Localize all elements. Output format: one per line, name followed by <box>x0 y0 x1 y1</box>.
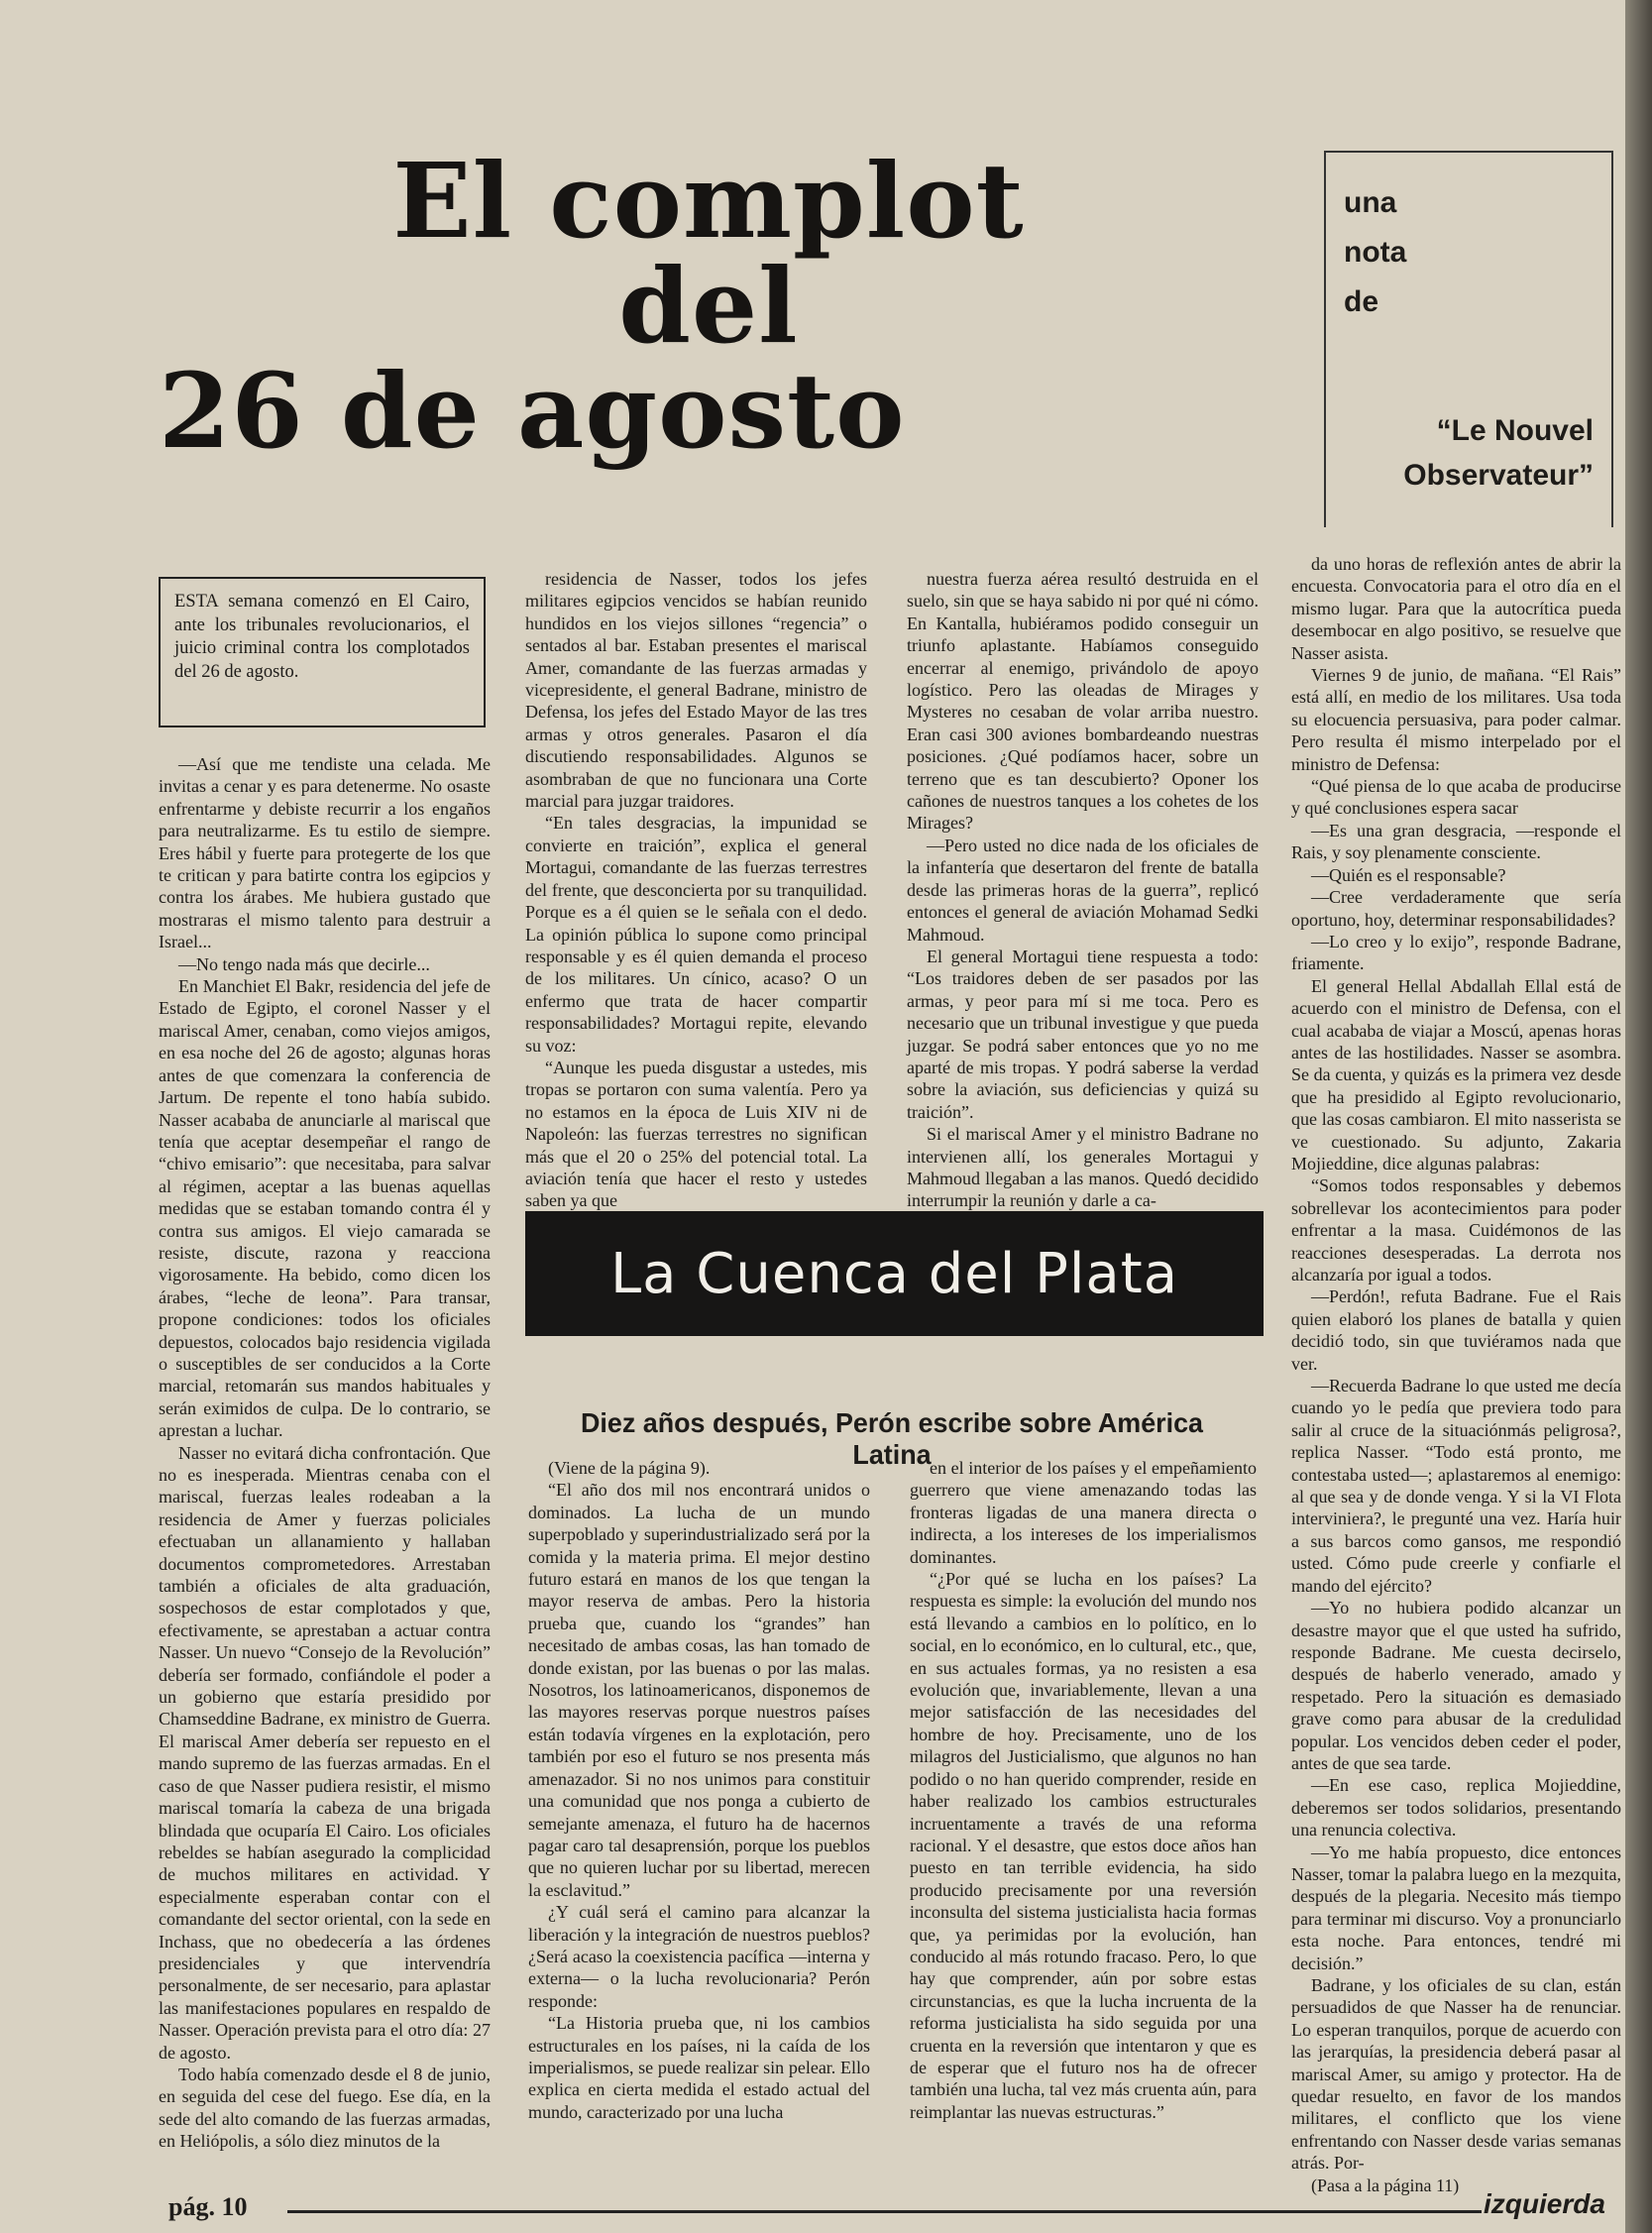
article-column-2 <box>525 568 867 1211</box>
paragraph: —Pero usted no dice nada de los oficiales de la infantería que desertaron del frente de batalla desde las primeras horas de la guerra”, replicó entonces el general de aviación Mohamad Sedki Mahmoud. <box>907 835 1259 945</box>
footer-rule <box>287 2210 1482 2213</box>
paragraph: —Quién es el responsable? <box>1311 864 1506 885</box>
paragraph: Todo había comenzado desde el 8 de junio, en seguida del cese del fuego. Ese día, en la sede del alto comando de las fuerzas armadas, en Heliópolis, a sólo diez minutos de la <box>159 2064 491 2152</box>
paragraph: —Es una gran desgracia, —responde el Rais, y soy plenamente consciente. <box>1291 820 1621 863</box>
paragraph: Badrane, y los oficiales de su clan, están persuadidos de que Nasser ha de renunciar. Lo esperan tranquilos, porque de acuerdo con las jerarquías, la presidencia deberá pasar al mariscal Amer, su amigo y protector. Ha de quedar resuelto, en favor de los mandos militares, el conflicto que los viene enfrentando con Nasser desde varias semanas atrás. Por- <box>1291 1975 1621 2174</box>
paragraph: El general Hellal Abdallah Ellal está de acuerdo con el ministro de Defensa, con el cual acababa de viajar a Moscú, apenas horas antes de las hostilidades. Nasser se asombra. Se da cuenta, y quizás es la primera vez desde que ha presidido al Egipto revolucionario, que las cosas cambiaron. El mito nasserista se ve cuestionado. Su adjunto, Zakaria Mojieddine, dice algunas palabras: <box>1291 975 1621 1173</box>
paragraph: El general Mortagui tiene respuesta a todo: “Los traidores deben de ser pasados por las armas, y peor para mí si me toca. Pero es necesario que un tribunal investigue y que pueda juzgar. Se podrá saber entonces que yo no me aparté de mis tropas. Y podrá saberse la verdad sobre la aviación, sus deficiencias y quizá su traición”. <box>907 946 1259 1122</box>
article-column-1 <box>159 753 491 2152</box>
paragraph: “Qué piensa de lo que acaba de producirse y qué conclusiones espera sacar <box>1291 776 1621 819</box>
lead-paragraph: ESTA semana comenzó en El Cairo, ante los tribunales revolucionarios, el juicio criminal contra los complotados del 26 de agosto. <box>159 577 486 727</box>
inset-column-1 <box>528 1457 870 2122</box>
paragraph: —Perdón!, refuta Badrane. Fue el Rais quien elaboró los planes de batalla y quien decidió todo, sin que tuviéramos nada que ver. <box>1291 1286 1621 1374</box>
paragraph: —En ese caso, replica Mojieddine, deberemos ser todos solidarios, presentando una renuncia colectiva. <box>1291 1775 1621 1841</box>
inset-subhead: Diez años después, Perón escribe sobre América Latina <box>581 1407 1203 1470</box>
credit-source-line-2: Observateur” <box>1403 459 1594 492</box>
paragraph: “La Historia prueba que, ni los cambios estructurales en los países, ni la caída de los imperialismos, se puede realizar sin pelear. Ello explica en cierta medida el estado actual del mundo, caracterizado por una lucha <box>528 2013 870 2122</box>
credit-box <box>1324 151 1613 527</box>
paragraph: En Manchiet El Bakr, residencia del jefe de Estado de Egipto, el coronel Nasser y el mariscal Amer, cenaban, como viejos amigos, en esa noche del 26 de agosto; algunas horas antes de que comenzara la conferencia de Jartum. De repente el tono había subido. Nasser acababa de anunciarle al mariscal que tenía que aceptar desempeñar el rango de “chivo emisario”: que necesitaba, para salvar al régimen, aceptar a las buenas aquellas medidas que se estaban tomando contra él y contra sus amigos. El viejo camarada se resiste, discute, razona y reacciona vigorosamente. Ha bebido, como dicen los árabes, “leche de leona”. Para transar, propone condiciones: todos los oficiales depuestos, colocados bajo residencia vigilada o susceptibles de ser conducidos a la Corte marcial, retomarán sus mandos habituales y serán eximidos de culpa. De lo contrario, se aprestan a luchar. <box>159 976 491 1441</box>
paragraph: nuestra fuerza aérea resultó destruida en el suelo, sin que se haya sabido ni por qué ni cómo. En Kantalla, hubiéramos podido conseguir un triunfo aplastante. Habíamos conseguido encerrar al enemigo, privándolo de apoyo logístico. Pero las oleadas de Mirages y Mysteres no cesaban de volar arriba nuestro. Eran casi 300 aviones bombardeando nuestras posiciones. ¿Qué podíamos hacer, sobre un terreno que es tan descubierto? Oponer los cañones de nuestros tanques a los cohetes de los Mirages? <box>907 569 1259 834</box>
article-title <box>149 140 1268 473</box>
paragraph: —Yo me había propuesto, dice entonces Nasser, tomar la palabra luego en la mezquita, después de la plegaria. Necesito más tiempo para terminar mi discurso. Voy a pronunciarlo esta noche. Para entonces, tendré mi decisión.” <box>1291 1842 1621 1973</box>
article-column-4 <box>1291 553 1621 2195</box>
paragraph: “Somos todos responsables y debemos sobrellevar los acontecimientos para poder enfrentar a la masa. Cuidémonos de las reacciones desesperadas. La derrota nos alcanzaría por igual a todos. <box>1291 1175 1621 1284</box>
paragraph: “El año dos mil nos encontrará unidos o dominados. La lucha de un mundo superpoblado y superindustrializado será por la comida y la materia prima. El mejor destino futuro estará en manos de los que tengan la mayor reserva de ambas. Pero la historia prueba que, cuando los “grandes” han necesitado de ambas cosas, las han tomado de donde existan, por las buenas o por las malas. Nosotros, los latinoamericanos, disponemos de las mayores reservas porque nuestros países están todavía vírgenes en la explotación, pero también por eso el futuro se nos presenta más amenazador. Si no nos unimos para constituir una comunidad que nos ponga a cubierto de semejante amenaza, el futuro ha de hacernos pagar caro tal desaprensión, porque los pueblos que no quieren luchar por su libertad, merecen la esclavitud.” <box>528 1480 870 1900</box>
paragraph: residencia de Nasser, todos los jefes militares egipcios vencidos se habían reunido hundidos en los viejos sillones “regencia” o sentados al bar. Estaban presentes el mariscal Amer, comandante de las fuerzas armadas y vicepresidente, el general Badrane, ministro de Defensa, los jefes del Estado Mayor de las tres armas y otros generales. Pasaron el día discutiendo responsabilidades. Algunos se asombraban de que no funcionara una Corte marcial para juzgar traidores. <box>525 569 867 812</box>
paragraph: “Aunque les pueda disgustar a ustedes, mis tropas se portaron con suma valentía. Pero ya no estamos en la época de Luis XIV ni de Napoleón: las fuerzas terrestres no significan más que el 20 o 25% del potencial total. La aviación tenía que hacer el resto y ustedes saben ya que <box>525 1057 867 1211</box>
paragraph: en el interior de los países y el empeñamiento guerrero que viene amenazando todas las fronteras ligadas de una manera directa o indirecta, a los intereses de los imperialismos dominantes. <box>910 1458 1257 1567</box>
credit-word-nota: nota <box>1344 236 1407 269</box>
credit-word-de: de <box>1344 285 1379 318</box>
title-line-2: del <box>618 245 799 368</box>
section-name: izquierda <box>1484 2188 1605 2219</box>
credit-word-una: una <box>1344 186 1397 219</box>
paragraph: Viernes 9 de junio, de mañana. “El Rais” está allí, en medio de los militares. Usa toda su elocuencia persuasiva, para poder calmar. Pero resulta él mismo interpelado por el ministro de Defensa: <box>1291 665 1621 774</box>
paragraph: (Pasa a la página 11) <box>1311 2175 1460 2195</box>
inset-banner: La Cuenca del Plata <box>525 1211 1264 1336</box>
title-line-1: El complot <box>392 140 1025 262</box>
paragraph: Si el mariscal Amer y el ministro Badrane no intervienen allí, los generales Mortagui y Mahmoud llegaban a las manos. Quedó decidido interrumpir la reunión y darle a ca- <box>907 1124 1259 1211</box>
paragraph: “¿Por qué se lucha en los países? La respuesta es simple: la evolución del mundo nos está llevando a cambios en lo político, en lo social, en lo económico, en lo cultural, etc., que, en sus actuales formas, ya no resisten a esa evolución que, invariablemente, llevan a una mejor satisfacción de las necesidades del hombre de hoy. Precisamente, uno de los milagros del Justicialismo, que algunos no han podido o no han querido comprender, reside en haber realizado los cambios estructurales incruentamente a través de una reforma racional. Y el desastre, que estos doce años han puesto en tan terrible evidencia, ha sido producido precisamente por una reversión inconsulta del sistema justicialista hacia formas que, ya perimidas por la evolución, han conducido al más rotundo fracaso. Pero, lo que hay que comprender, aún por sobre estas circunstancias, es que la lucha incruenta de la reforma justicialista ha sido seguida por una cruenta en la reversión que intentaron y que es de esperar que el futuro nos ha de ofrecer también una lucha, tal vez más cruenta aún, para reimplantar las nuevas estructuras.” <box>910 1569 1257 2122</box>
paragraph: —No tengo nada más que decirle... <box>178 953 430 974</box>
paragraph: da uno horas de reflexión antes de abrir la encuesta. Convocatoria para el otro día en el mismo lugar. Para que la autocrítica pueda desembocar en algo positivo, se resuelve que Nasser asista. <box>1291 554 1621 663</box>
article-column-3 <box>907 568 1259 1211</box>
paragraph: —Recuerda Badrane lo que usted me decía cuando yo le pedía que previera todo para salir al cruce de la situaciónmás peligrosa?, replica Nasser. “Todo está pronto, me contestaba usted—; aplastaremos al enemigo: al que sea y de donde venga. Y si la VI Flota interviniera?, le pregunté una vez. Haría huir a sus barcos como gansos, me respondió usted. Cómo pude creerle y confiarle el mando del ejército? <box>1291 1376 1621 1596</box>
paragraph: —Yo no hubiera podido alcanzar un desastre mayor que el que usted ha sufrido, responde Badrane. Me cuesta decirselo, después de haberlo venerado, amado y respetado. Pero la situación es demasiado grave como para abusar de la credulidad popular. Los vencidos deben ceder el poder, antes de que sea tarde. <box>1291 1598 1621 1773</box>
title-line-3: 26 de agosto <box>159 350 906 473</box>
paragraph: Nasser no evitará dicha confrontación. Que no es inesperada. Mientras cenaba con el mariscal, fuerzas leales rodeaban a la residencia de Amer y fuerzas policiales efectuaban un allanamiento y hallaban documentos comprometedores. Arrestaban también a oficiales de alta graduación, sospechosos de estar complotados y que, efectivamente, se aprestaban a actuar contra Nasser. Un nuevo “Consejo de la Revolución” debería ser formado, confiándole el poder a un gobierno que estaría presidido por Chamseddine Badrane, ex ministro de Guerra. El mariscal Amer debería ser repuesto en el mando supremo de las fuerzas armadas. En el caso de que Nasser pudiera resistir, el mismo mariscal tomaría la cabeza de una brigada blindada que ocuparía El Cairo. Los oficiales rebeldes se habían asegurado la complicidad de muchos militares en actividad. Y especialmente esperaban contar con el comandante del sector oriental, con la sede en Inchass, que no obedecería a las órdenes presidenciales y que intervendría personalmente, de ser necesario, para aplastar las manifestaciones populares en respaldo de Nasser. Operación prevista para el otro día: 27 de agosto. <box>159 1442 491 2063</box>
binding-edge <box>1625 0 1652 2233</box>
paragraph: ¿Y cuál será el camino para alcanzar la liberación y la integración de nuestros pueblos? ¿Será acaso la coexistencia pacífica —interna y externa— o la lucha revolucionaria? Perón responde: <box>528 1902 870 2011</box>
paragraph: —Lo creo y lo exijo”, responde Badrane, friamente. <box>1291 931 1621 974</box>
credit-source <box>1403 408 1594 498</box>
paragraph: (Viene de la página 9). <box>548 1458 711 1478</box>
credit-source-line-1: “Le Nouvel <box>1436 414 1594 447</box>
paragraph: —Así que me tendiste una celada. Me invitas a cenar y es para detenerme. No osaste enfrentarme y debiste recurrir a los engaños para neutralizarme. Es tu estilo de siempre. Eres hábil y fuerte para protegerte de los que te critican y para batirte contra los egipcios y contra los árabes. Me hubiera gustado que mostraras el mismo talento para destruir a Israel... <box>159 754 491 952</box>
paragraph: “En tales desgracias, la impunidad se convierte en traición”, explica el general Mortagui, comandante de las fuerzas terrestres del frente, que desconcierta por su tranquilidad. Porque es a él quien se le señala con el dedo. La opinión pública lo supone como principal responsable y es él quien demanda el proceso de los militares. Un cínico, acaso? O un enfermo que trata de hacer compartir responsabilidades? Mortagui repite, elevando su voz: <box>525 813 867 1056</box>
inset-column-2 <box>910 1457 1257 2122</box>
paragraph: —Cree verdaderamente que sería oportuno, hoy, determinar responsabilidades? <box>1291 887 1621 930</box>
page-number: pág. 10 <box>168 2192 248 2221</box>
